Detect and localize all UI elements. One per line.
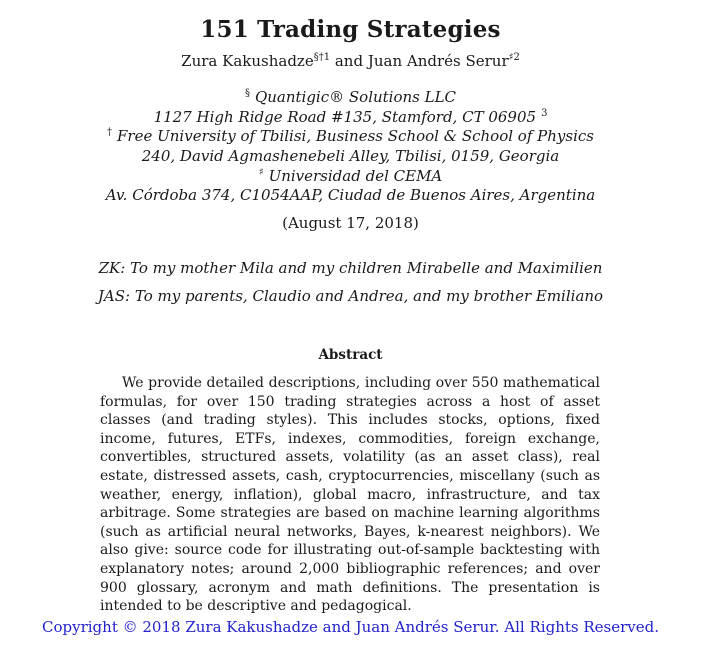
author-1-marks: §†1 — [313, 52, 331, 63]
paper-title: 151 Trading Strategies — [200, 16, 501, 43]
affiliation-line — [0, 127, 701, 145]
dedication-zk: ZK: To my mother Mila and my children Mirabelle and Maximilien — [98, 259, 603, 277]
author-name-1: Zura Kakushadze — [181, 52, 314, 70]
author-name-2: Juan Andrés Serur — [367, 52, 509, 70]
copyright-notice: Copyright © 2018 Zura Kakushadze and Juan Andrés Serur. All Rights Reserved. — [42, 618, 659, 636]
author-connector: and — [330, 52, 368, 70]
paper-date: (August 17, 2018) — [282, 214, 419, 232]
affiliation-line — [0, 186, 701, 204]
affiliation-text: Av. Córdoba 374, C1054AAP, Ciudad de Buenos Aires, Argentina — [105, 186, 596, 204]
abstract-text: We provide detailed descriptions, including over 550 mathematical formulas, for over 150 trading strategies across a host of asset classes (and trading styles). This includes stocks, options, fixed income, futures, ETFs, indexes, commodities, foreign exchange, convertibles, structured assets, volatility (as an asset class), real estate, distressed assets, cash, cryptocurrencies, miscellany (such as weather, energy, inflation), global macro, infrastructure, and tax arbitrage. Some strategies are based on machine learning algorithms (such as artificial neural networks, Bayes, k-nearest neighbors). We also give: source code for illustrating out-of-sample backtesting with explanatory notes; around 2,000 bibliographic references; and over 900 glossary, acronym and math definitions. The presentation is intended to be descriptive and pedagogical. — [100, 375, 600, 615]
author-line — [0, 52, 701, 70]
affiliation-line — [0, 167, 701, 185]
affiliation-text: Quantigic® Solutions LLC — [254, 88, 457, 106]
affiliation-line — [0, 88, 701, 106]
affiliation-mark: ♯ — [258, 166, 264, 178]
author-2-marks: ♯2 — [508, 52, 520, 63]
affiliation-mark: § — [244, 88, 250, 99]
dedication-jas: JAS: To my parents, Claudio and Andrea, and my brother Emiliano — [97, 287, 604, 305]
affiliation-line — [0, 108, 701, 126]
affiliation-mark: † — [107, 127, 113, 138]
abstract-heading: Abstract — [318, 347, 383, 363]
affiliation-text: 240, David Agmashenebeli Alley, Tbilisi, 0159, Georgia — [141, 147, 560, 165]
affiliation-footnote-mark: 3 — [541, 107, 548, 119]
affiliation-text: Universidad del CEMA — [268, 166, 443, 185]
affiliation-text: Free University of Tbilisi, Business School & School of Physics — [117, 127, 594, 145]
affiliation-text: 1127 High Ridge Road #135, Stamford, CT 06905 — [153, 107, 537, 126]
affiliation-line — [0, 147, 701, 165]
